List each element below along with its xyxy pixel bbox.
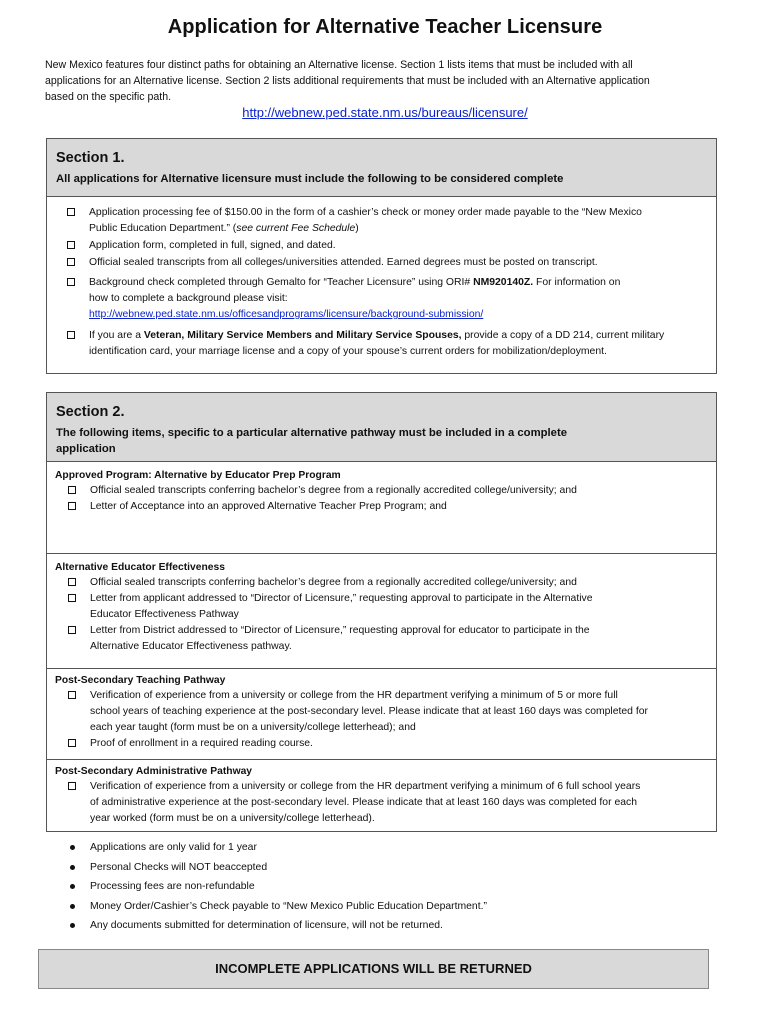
pathway-heading: Approved Program: Alternative by Educator Prep Program — [55, 470, 341, 481]
list-item: Verification of experience from a university or college from the HR department verifying a minimum of 6 full school years of administrative experience at the post-secondary level. Please indicate that at least 160 days was completed for each year worked (form must be on a university/college letterhead). — [47, 779, 716, 827]
notes-list — [68, 838, 708, 936]
checkbox-icon[interactable] — [68, 486, 76, 494]
list-item: Proof of enrollment in a required reading course. — [47, 736, 716, 752]
note-item: Applications are only valid for 1 year — [68, 838, 708, 858]
intro-line: New Mexico features four distinct paths for obtaining an Alternative license. Section 1 lists items that must be included with all — [45, 59, 633, 71]
checkbox-icon[interactable] — [68, 782, 76, 790]
section-2-title: Section 2. — [56, 404, 125, 420]
note-item: Processing fees are non-refundable — [68, 877, 708, 897]
ori-number: NM920140Z. — [473, 277, 534, 288]
note-item: Personal Checks will NOT beaccepted — [68, 858, 708, 878]
licensure-bureau-link[interactable]: http://webnew.ped.state.nm.us/bureaus/licensure/ — [242, 105, 528, 120]
checkbox-icon[interactable] — [68, 626, 76, 634]
section-2-subtitle: The following items, specific to a particular alternative pathway must be included in a complete application — [56, 427, 567, 455]
background-submission-link[interactable]: http://webnew.ped.state.nm.us/officesandprograms/licensure/background-submission/ — [89, 309, 484, 320]
pathway-approved-program — [47, 468, 716, 552]
note-item: Any documents submitted for determination of licensure, will not be returned. — [68, 916, 708, 936]
list-item: Official sealed transcripts conferring bachelor’s degree from a regionally accredited college/university; and — [47, 483, 716, 499]
section-1-subtitle: All applications for Alternative licensure must include the following to be considered complete — [56, 173, 564, 185]
section-1-box — [46, 138, 717, 374]
pathway-post-secondary-administrative — [47, 759, 716, 831]
list-item: Letter from District addressed to “Director of Licensure,” requesting approval for educator to participate in the Alternative Educator Effectiveness pathway. — [47, 623, 716, 655]
checkbox-icon[interactable] — [67, 258, 75, 266]
checkbox-icon[interactable] — [68, 578, 76, 586]
list-item: Letter from applicant addressed to “Director of Licensure,” requesting approval to participate in the Alternative Educator Effectiveness Pathway — [47, 591, 716, 623]
intro-line: applications for an Alternative license. Section 2 lists additional requirements that must be included with an Alternative application — [45, 75, 650, 87]
list-item-fee — [47, 205, 716, 237]
page-title: Application for Alternative Teacher Licensure — [167, 16, 603, 38]
list-item: Official sealed transcripts conferring bachelor’s degree from a regionally accredited college/university; and — [47, 575, 716, 591]
checkbox-icon[interactable] — [68, 594, 76, 602]
item-text: how to complete a background please visit: — [89, 293, 288, 304]
pathway-heading: Alternative Educator Effectiveness — [55, 562, 225, 573]
fee-schedule-note: see current Fee Schedule — [236, 223, 356, 234]
checkbox-icon[interactable] — [67, 278, 75, 286]
section-1-title: Section 1. — [56, 150, 125, 166]
pathway-heading: Post-Secondary Administrative Pathway — [55, 766, 253, 777]
section-2-box — [46, 392, 717, 832]
checkbox-icon[interactable] — [67, 331, 75, 339]
intro-paragraph — [45, 57, 725, 105]
item-text: identification card, your marriage license and a copy of your spouse’s current orders for mobilization/deployment. — [89, 346, 607, 357]
section-1-checklist — [47, 205, 716, 360]
item-text: If you are a Veteran, Military Service Members and Military Service Spouses, provide a copy of a DD 214, current military — [89, 330, 665, 341]
section-2-header — [47, 393, 716, 462]
item-text: Application processing fee of $150.00 in the form of a cashier’s check or money order made payable to the “New Mexico — [89, 207, 642, 218]
pathway-heading: Post-Secondary Teaching Pathway — [55, 675, 226, 686]
pathway-educator-effectiveness — [47, 553, 716, 661]
intro-line: based on the specific path. — [45, 91, 172, 103]
checkbox-icon[interactable] — [68, 502, 76, 510]
item-text: Application form, completed in full, signed, and dated. — [89, 240, 336, 251]
list-item: Letter of Acceptance into an approved Alternative Teacher Prep Program; and — [47, 499, 716, 515]
section-1-header — [47, 139, 716, 197]
incomplete-applications-notice: INCOMPLETE APPLICATIONS WILL BE RETURNED — [38, 949, 709, 989]
checkbox-icon[interactable] — [68, 739, 76, 747]
checkbox-icon[interactable] — [67, 208, 75, 216]
checkbox-icon[interactable] — [67, 241, 75, 249]
item-text: Public Education Department.” (see current Fee Schedule) — [89, 223, 359, 234]
item-text: Background check completed through Gemalto for “Teacher Licensure” using ORI# NM920140Z. For information on — [89, 277, 621, 288]
list-item: Verification of experience from a university or college from the HR department verifying a minimum of 5 or more full school years of teaching experience at the post-secondary level. Please indicate that at least 160 days was completed for each year taught (form must be on a university/college letterhead); and — [47, 688, 716, 736]
note-item: Money Order/Cashier’s Check payable to “New Mexico Public Education Department.” — [68, 897, 708, 917]
list-item-veteran — [47, 328, 716, 360]
item-text: Official sealed transcripts from all colleges/universities attended. Earned degrees must be posted on transcript. — [89, 257, 598, 268]
list-item-form — [47, 238, 716, 254]
list-item-transcripts — [47, 255, 716, 271]
list-item-background — [47, 275, 716, 323]
pathway-post-secondary-teaching — [47, 668, 716, 756]
checkbox-icon[interactable] — [68, 691, 76, 699]
